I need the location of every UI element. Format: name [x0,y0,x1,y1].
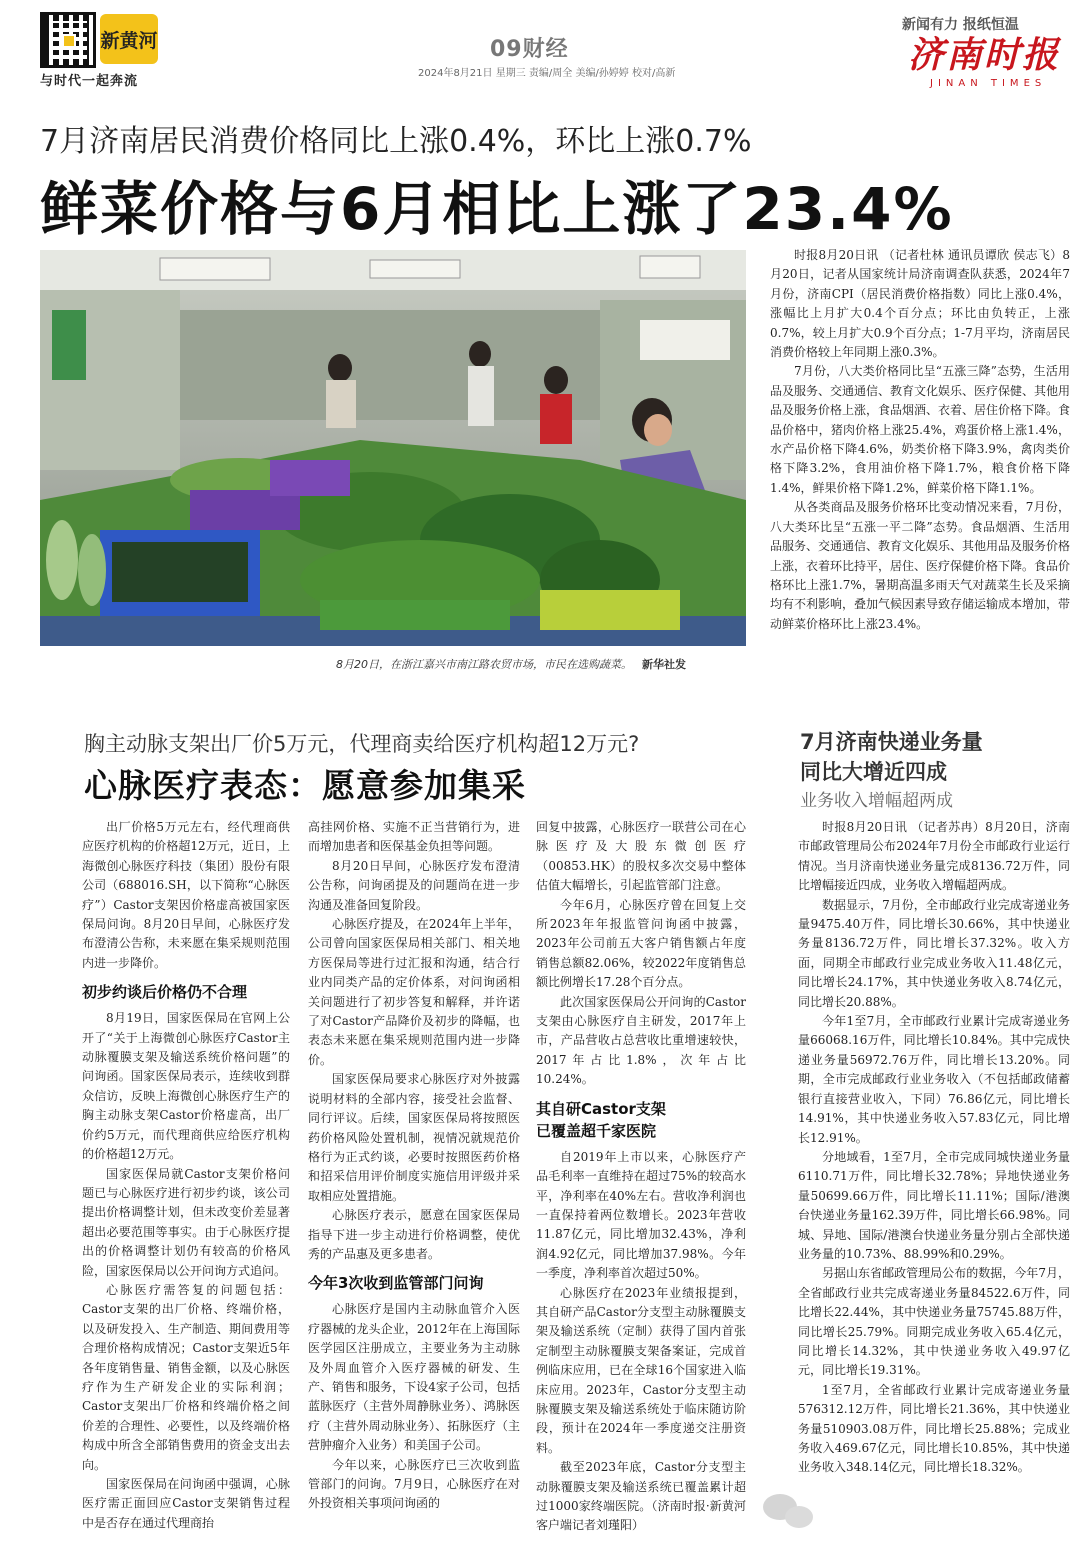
wechat-watermark-icon [763,1488,833,1538]
lead-paragraph: 从各类商品及服务价格环比变动情况来看，7月份，八大类环比呈“五涨一平二降”态势。食品烟酒、生活用品服务、交通通信、教育文化娱乐、其他用品及服务价格上涨，衣着环比持平，居住、医疗保健价格下降。食品价格环比上涨1.7%，暑期高温多雨天气对蔬菜生长及采摘均有不利影响，叠加气候因素导致存储运输成本增加，带动鲜菜价格环比上涨23.4%。 [770,500,1070,631]
story2-paragraph: 自2019年上市以来，心脉医疗产品毛利率一直维持在超过75%的较高水平，净利率在40%左右。营收净利润也一直保持着两位数增长。2023年营收11.87亿元，同比增加32.43%，净利润4.92亿元，同比增加37.98%。今年一季度，净利率首次超过50%。 [536,1149,746,1281]
photo-caption-text: 8月20日，在浙江嘉兴市南江路农贸市场，市民在选购蔬菜。 [336,658,632,671]
story3-paragraph: 分地域看，1至7月，全市完成同城快递业务量6110.71万件，同比增长32.78%；异地快递业务量50699.66万件，同比增长11.11%；国际/港澳台快递业务量162.39万件，同比增长66.98%。同城、异地、国际/港澳台快递业务量分别占全部快递业务量的10.73%、88.99%和0.29%。 [798,1149,1070,1261]
story3-headline-line-2: 同比大增近四成 [800,760,947,784]
story3-subheadline: 业务收入增幅超两成 [800,791,953,811]
story2-subhead [536,1098,746,1142]
story2-headline: 心脉医疗表态：愿意参加集采 [84,766,526,805]
date-editor-line: 2024年8月21日 星期三 责编/周全 美编/孙婷婷 校对/高新 [418,68,676,79]
photo-caption [336,656,686,672]
story3-paragraph: 数据显示，7月份，全市邮政行业完成寄递业务量9475.40万件，同比增长30.66%，其中快递业务量8136.72万件，同比增长37.32%。收入方面，同期全市邮政行业完成业务收入11.48亿元，同比增长24.17%，其中快递业务收入8.74亿元，同比增长20.88%。 [798,897,1070,1009]
story2-subhead: 今年3次收到监管部门问询 [308,1274,484,1293]
story2-paragraph: 国家医保局在问询函中强调，心脉医疗需正面回应Castor支架销售过程中是否存在通过代理商抬 [82,1477,290,1530]
story2-paragraph: 回复中披露，心脉医疗一联营公司在心脉医疗及大股东微创医疗（00853.HK）的股权多次交易中整体估值大幅增长，引起监管部门注意。 [536,820,746,893]
story2-paragraph: 心脉医疗提及，在2024年上半年，公司曾向国家医保局相关部门、相关地方医保局等进行过汇报和沟通，结合行业内同类产品的定价体系，对问询函相关问题进行了初步答复和解释，并许诺了对Castor产品降价及初步的降幅，也表态未来愿在集采规则范围内进一步降价。 [308,917,520,1067]
xinhuanghe-logo: 新黄河 [100,14,158,64]
masthead [0,0,1080,100]
lead-kicker: 7月济南居民消费价格同比上涨0.4%，环比上涨0.7% [40,124,752,159]
story3-paragraph: 今年1至7月，全市邮政行业累计完成寄递业务量66068.16万件，同比增长10.84%。其中完成快递业务量56972.76万件，同比增长13.20%。同期，全市完成邮政行业业务收入（不包括邮政储蓄银行直接营业收入，下同）76.86亿元，同比增长14.91%，其中快递业务收入57.83亿元，同比增长12.91%。 [798,1014,1070,1145]
lead-paragraph: 时报8月20日讯 （记者杜林 通讯员谭欣 侯志飞）8月20日，记者从国家统计局济南调查队获悉，2024年7月份，济南CPI（居民消费价格指数）同比上涨0.4%，涨幅比上月扩大0.4个百分点；环比由负转正，上涨0.7%，较上月扩大0.9个百分点；1-7月平均，济南居民消费价格较上年同期上涨0.3%。 [770,248,1070,360]
story2-paragraph: 今年6月，心脉医疗曾在回复上交所2023年年报监管问询函中披露，2023年公司前五大客户销售额占年度销售总额82.06%，较2022年度销售总额比例增长17.28个百分点。 [536,897,746,990]
paper-logo: 济南时报 [908,34,1061,76]
market-photo-illustration [40,250,746,646]
story2-subhead-line: 已覆盖超千家医院 [536,1121,657,1140]
paper-logo-english: JINAN TIMES [930,78,1047,89]
story3-headline-line-1: 7月济南快递业务量 [800,730,983,754]
story3-paragraph: 另据山东省邮政管理局公布的数据，今年7月，全省邮政行业共完成寄递业务量84522.6万件，同比增长22.44%，其中快递业务量75745.88万件，同比增长25.79%。同期完成业务收入65.4亿元，同比增长14.32%，其中快递业务收入49.97亿元，同比增长19.31%。 [798,1266,1070,1378]
market-photo [40,250,746,646]
qr-center-logo-icon [62,34,76,48]
story2-subhead-line: 其自研Castor支架 [536,1099,666,1118]
lead-paragraph: 7月份，八大类价格同比呈“五涨三降”态势，生活用品及服务、交通通信、教育文化娱乐、医疗保健、其他用品及服务价格上涨，食品烟酒、衣着、居住价格下降。食品价格中，猪肉价格上涨25.4%，鸡蛋价格上涨1.4%，水产品价格下降4.6%，奶类价格下降3.9%，禽肉类价格下降3.2%，食用油价格下降1.7%，粮食价格下降1.4%，鲜果价格下降1.2%，鲜菜价格下降1.1%。 [770,364,1070,495]
lead-headline: 鲜菜价格与6月相比上涨了23.4% [40,175,954,243]
story2-paragraph: 心脉医疗需答复的问题包括：Castor支架的出厂价格、终端价格，以及研发投入、生产制造、期间费用等合理价格构成情况；Castor支架近5年各年度销售量、销售金额，以及心脉医疗作为生产研发企业的实际利润；Castor支架出厂价格和终端价格之间价差的合理性、必要性，以及终端价格构成中所含全部销售费用的资金支出去向。 [82,1282,290,1472]
story2-kicker: 胸主动脉支架出厂价5万元，代理商卖给医疗机构超12万元? [84,732,640,756]
story2-paragraph: 出厂价格5万元左右，经代理商供应医疗机构的价格超12万元，近日，上海微创心脉医疗科技（集团）股份有限公司（688016.SH，以下简称“心脉医疗”）Castor支架因价格虚高被国家医保局问询。8月20日早间，心脉医疗发布澄清公告称，未来愿在集采规则范围内进一步降价。 [82,820,290,970]
story2-paragraph: 心脉医疗是国内主动脉血管介入医疗器械的龙头企业，2012年在上海国际医学园区注册成立，主要业务为主动脉及外周血管介入医疗器械的研发、生产、销售和服务，下设4家子公司，包括蓝脉医疗（主营外周静脉业务）、鸿脉医疗（主营外周动脉业务）、拓脉医疗（主营肿瘤介入业务）和美国子公司。 [308,1302,520,1453]
story2-column-1 [82,818,290,1558]
story2-subhead: 初步约谈后价格仍不合理 [82,983,248,1002]
story2-paragraph: 国家医保局就Castor支架价格问题已与心脉医疗进行初步约谈，该公司提出价格调整计划，但未改变价差显著超出必要范围等事实。由于心脉医疗提出的价格调整计划仍有较高的价格风险，国家医保局以公开问询方式追问。 [82,1166,290,1278]
story3-body [798,818,1070,1558]
story2-column-2 [308,818,520,1558]
story2-paragraph: 8月19日，国家医保局在官网上公开了“关于上海微创心脉医疗Castor主动脉覆膜支架及输送系统价格问题”的问询函。国家医保局表示，连续收到群众信访，反映上海微创心脉医疗生产的胸主动脉支架Castor价格虚高，出厂价约5万元，而代理商供应给医疗机构的价格超12万元。 [82,1011,290,1162]
story2-paragraph: 此次国家医保局公开问询的Castor支架由心脉医疗自主研发，2017年上市，产品营收占总营收比重增速较快，2017年占比1.8%，次年占比10.24%。 [536,994,746,1087]
right-slogan: 新闻有力 报纸恒温 [902,17,1019,33]
story2-paragraph: 8月20日早间，心脉医疗发布澄清公告称，问询函提及的问题尚在进一步沟通及准备回复阶段。 [308,858,520,912]
story3-paragraph: 时报8月20日讯 （记者苏冉）8月20日，济南市邮政管理局公布2024年7月份全市邮政行业运行情况。当月济南快递业务量完成8136.72万件，同比增幅接近四成，业务收入增幅超两成。 [798,820,1070,893]
left-slogan: 与时代一起奔流 [40,74,139,89]
story2-paragraph: 今年以来，心脉医疗已三次收到监管部门的问询。7月9日，心脉医疗在对外投资相关事项问询函的 [308,1457,520,1511]
story2-paragraph: 高挂网价格、实施不正当营销行为，进而增加患者和医保基金负担等问题。 [308,820,520,854]
story2-paragraph: 截至2023年底，Castor分支型主动脉覆膜支架及输送系统已覆盖累计超过1000家终端医院。（济南时报·新黄河客户端记者刘瑾阳） [536,1460,746,1533]
page-label: 09财经 [490,37,569,62]
lead-story-body [770,246,1070,676]
photo-credit: 新华社发 [642,658,686,671]
story2-paragraph: 心脉医疗表示，愿意在国家医保局指导下进一步主动进行价格调整，使优秀的产品惠及更多患者。 [308,1208,520,1261]
story2-paragraph: 国家医保局要求心脉医疗对外披露说明材料的全部内容，接受社会监督、同行评议。后续，国家医保局将按照医药价格风险处置机制，视情况就规范价格行为正式约谈，必要时按照医药价格和招采信用评价制度实施信用评级并采取相应处置措施。 [308,1072,520,1203]
qr-code-icon[interactable] [40,12,96,68]
story2-paragraph: 心脉医疗在2023年业绩报提到，其自研产品Castor分支型主动脉覆膜支架及输送系统（定制）获得了国内首张定制型主动脉覆膜支架备案证，完成首例临床应用，已在全球16个国家进入临床应用。2023年，Castor分支型主动脉覆膜支架及输送系统处于临床随访阶段，预计在2024年一季度递交注册资料。 [536,1285,746,1455]
story2-column-3 [536,818,746,1558]
story3-paragraph: 1至7月，全省邮政行业累计完成寄递业务量576312.12万件，同比增长21.36%，其中快递业务量510903.08万件，同比增长25.88%；完成业务收入469.67亿元，同比增长10.85%，其中快递业务收入348.14亿元，同比增长18.32%。 [798,1382,1070,1475]
